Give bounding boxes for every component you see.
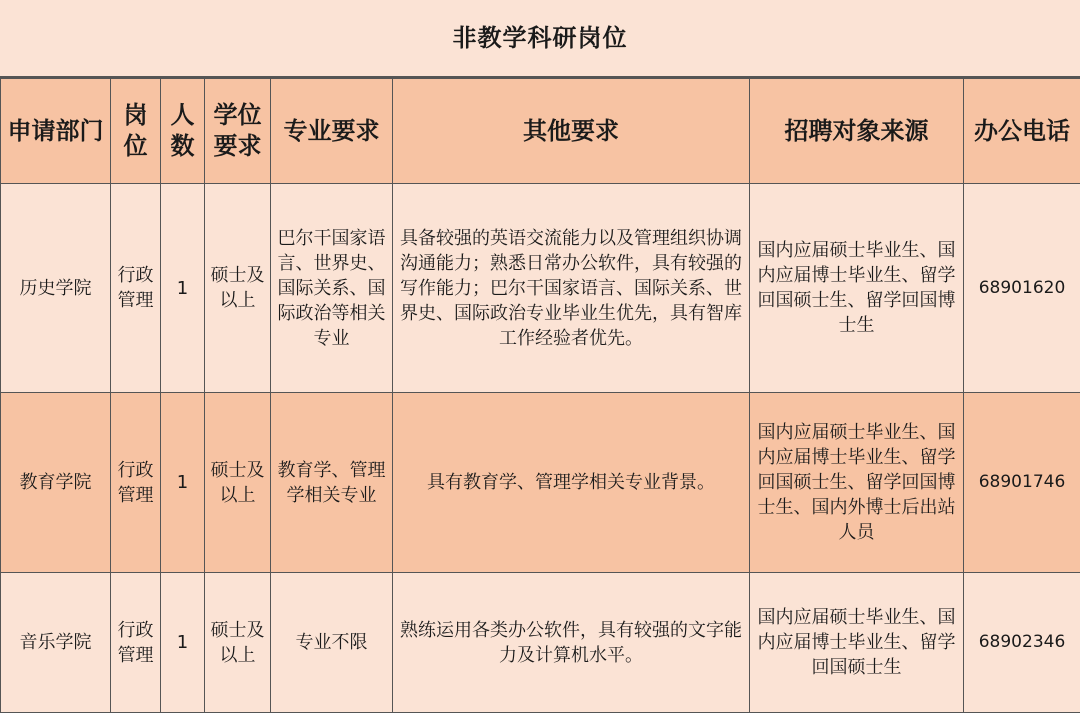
cell-count: 1 xyxy=(161,393,205,573)
cell-dept: 教育学院 xyxy=(1,393,111,573)
cell-dept: 历史学院 xyxy=(1,184,111,393)
cell-post: 行政管理 xyxy=(111,184,161,393)
cell-source: 国内应届硕士毕业生、国内应届博士毕业生、留学回国硕士生、留学回国博士生、国内外博士后出站人员 xyxy=(750,393,964,573)
cell-phone: 68901746 xyxy=(964,393,1080,573)
table-row xyxy=(1,573,1080,713)
header-degree: 学位要求 xyxy=(205,79,271,184)
cell-major: 巴尔干国家语言、世界史、国际关系、国际政治等相关专业 xyxy=(271,184,393,393)
cell-count: 1 xyxy=(161,184,205,393)
header-major: 专业要求 xyxy=(271,79,393,184)
cell-other: 熟练运用各类办公软件，具有较强的文字能力及计算机水平。 xyxy=(393,573,750,713)
cell-count: 1 xyxy=(161,573,205,713)
cell-other: 具备较强的英语交流能力以及管理组织协调沟通能力；熟悉日常办公软件，具有较强的写作能力；巴尔干国家语言、国际关系、世界史、国际政治专业毕业生优先，具有智库工作经验者优先。 xyxy=(393,184,750,393)
table-row xyxy=(1,184,1080,393)
header-row xyxy=(1,79,1080,184)
header-count: 人数 xyxy=(161,79,205,184)
table-row xyxy=(1,393,1080,573)
cell-source: 国内应届硕士毕业生、国内应届博士毕业生、留学回国硕士生、留学回国博士生 xyxy=(750,184,964,393)
header-phone: 办公电话 xyxy=(964,79,1080,184)
cell-phone: 68902346 xyxy=(964,573,1080,713)
cell-major: 教育学、管理学相关专业 xyxy=(271,393,393,573)
header-post: 岗位 xyxy=(111,79,161,184)
cell-dept: 音乐学院 xyxy=(1,573,111,713)
cell-degree: 硕士及以上 xyxy=(205,184,271,393)
header-source: 招聘对象来源 xyxy=(750,79,964,184)
cell-post: 行政管理 xyxy=(111,573,161,713)
header-other: 其他要求 xyxy=(393,79,750,184)
cell-degree: 硕士及以上 xyxy=(205,573,271,713)
header-dept: 申请部门 xyxy=(1,79,111,184)
positions-table xyxy=(0,78,1080,713)
cell-other: 具有教育学、管理学相关专业背景。 xyxy=(393,393,750,573)
cell-degree: 硕士及以上 xyxy=(205,393,271,573)
cell-source: 国内应届硕士毕业生、国内应届博士毕业生、留学回国硕士生 xyxy=(750,573,964,713)
page-title: 非教学科研岗位 xyxy=(0,0,1080,78)
cell-phone: 68901620 xyxy=(964,184,1080,393)
cell-post: 行政管理 xyxy=(111,393,161,573)
cell-major: 专业不限 xyxy=(271,573,393,713)
